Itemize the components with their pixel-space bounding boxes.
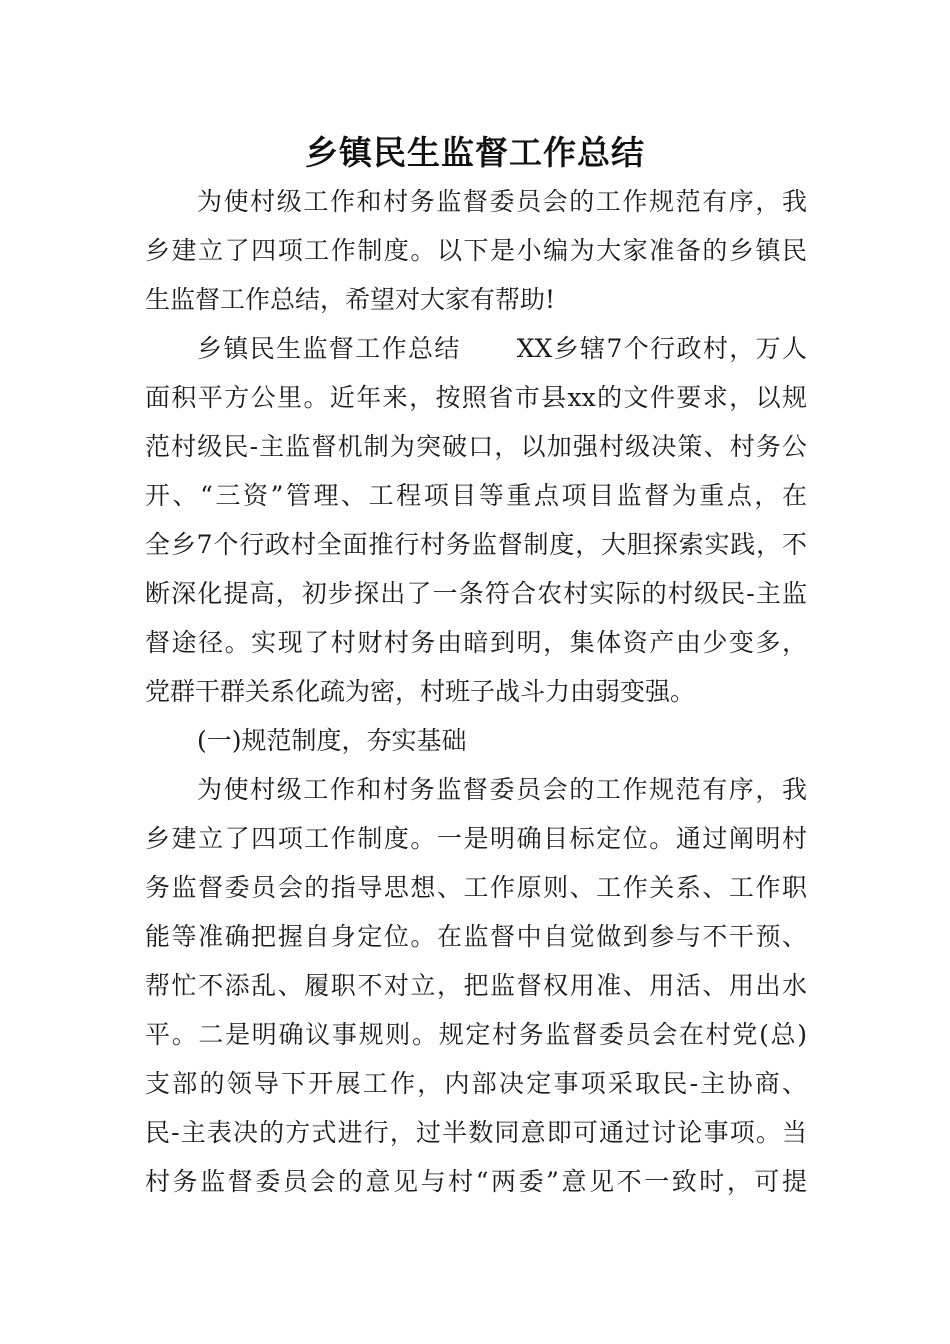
- text-line: 断深化提高，初步探出了一条符合农村实际的村级民-主监: [145, 579, 807, 608]
- text-line: 能等准确把握自身定位。在监督中自觉做到参与不干预、: [145, 922, 807, 951]
- document-body: [145, 177, 807, 1206]
- section-lead: 乡镇民生监督工作总结: [197, 334, 461, 363]
- text-line: 党群干群关系化疏为密，村班子战斗力由弱变强。: [145, 677, 696, 706]
- text-line: 支部的领导下开展工作，内部决定事项采取民-主协商、: [145, 1069, 807, 1098]
- text-line: 督途径。实现了村财村务由暗到明，集体资产由少变多，: [145, 628, 807, 657]
- text-line: 乡建立了四项工作制度。以下是小编为大家准备的乡镇民: [145, 236, 807, 265]
- text-line: 民-主表决的方式进行，过半数同意即可通过讨论事项。当: [145, 1118, 807, 1147]
- text-line: 开、“三资”管理、工程项目等重点项目监督为重点，在: [145, 481, 807, 510]
- text-line: 全乡7个行政村全面推行村务监督制度，大胆探索实践，不: [145, 530, 807, 559]
- text-line: [145, 324, 807, 373]
- document-title: 乡镇民生监督工作总结: [305, 133, 645, 172]
- text-line: 村务监督委员会的意见与村“两委”意见不一致时，可提: [145, 1167, 807, 1196]
- text-line: 为使村级工作和村务监督委员会的工作规范有序，我: [197, 187, 807, 216]
- text-line: 面积平方公里。近年来，按照省市县xx的文件要求，以规: [145, 383, 807, 412]
- text-line: 为使村级工作和村务监督委员会的工作规范有序，我: [197, 775, 807, 804]
- text-line: 务监督委员会的指导思想、工作原则、工作关系、工作职: [145, 873, 807, 902]
- section-heading: (一)规范制度，夯实基础: [197, 726, 467, 755]
- text-line: 平。二是明确议事规则。规定村务监督委员会在村党(总): [145, 1020, 807, 1049]
- text-fragment: XX乡辖7个行政村，万人: [516, 334, 807, 363]
- text-line: 帮忙不添乱、履职不对立，把监督权用准、用活、用出水: [145, 971, 807, 1000]
- text-line: 乡建立了四项工作制度。一是明确目标定位。通过阐明村: [145, 824, 807, 853]
- text-line: 生监督工作总结，希望对大家有帮助!: [145, 285, 556, 314]
- text-line: 范村级民-主监督机制为突破口，以加强村级决策、村务公: [145, 432, 807, 461]
